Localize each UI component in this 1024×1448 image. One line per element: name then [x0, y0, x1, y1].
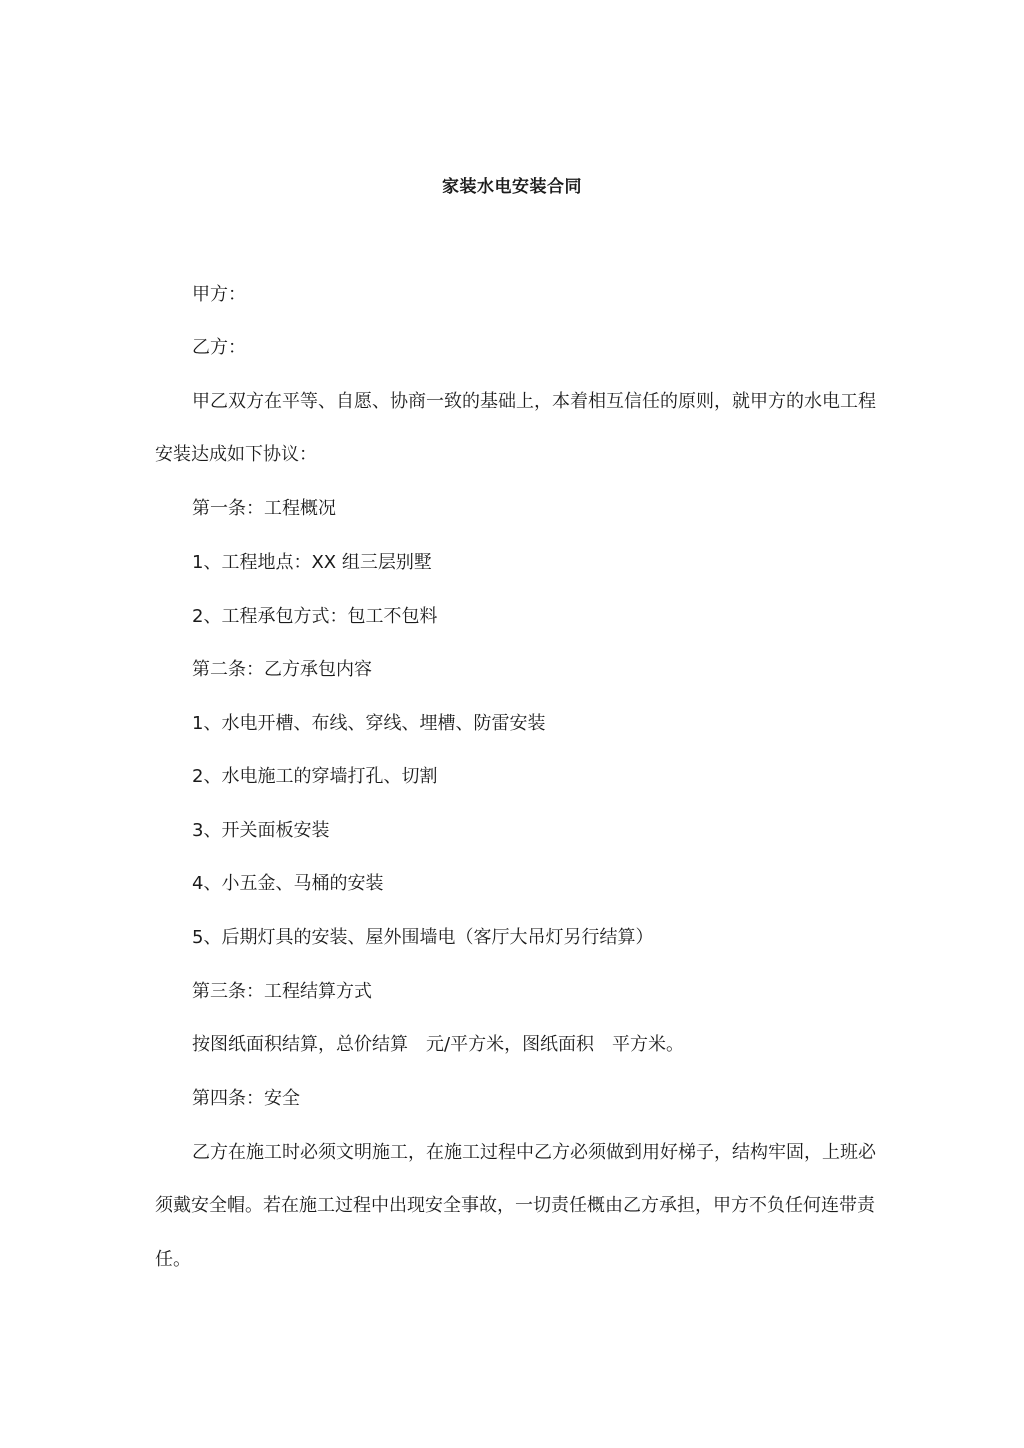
- article-3-heading: 第三条：工程结算方式: [192, 981, 372, 1002]
- article-4-body-line-2: 须戴安全帽。若在施工过程中出现安全事故，一切责任概由乙方承担，甲方不负任何连带责: [155, 1195, 875, 1216]
- party-a-label: 甲方：: [192, 284, 246, 305]
- article-2-item-2: 2、水电施工的穿墙打孔、切割: [192, 766, 438, 787]
- article-4-body-line-3: 任。: [155, 1249, 191, 1270]
- article-2-item-1: 1、水电开槽、布线、穿线、埋槽、防雷安装: [192, 713, 546, 734]
- article-1-item-1: 1、工程地点：XX 组三层别墅: [192, 552, 432, 573]
- article-2-item-4: 4、小五金、马桶的安装: [192, 873, 384, 894]
- preamble-line-1: 甲乙双方在平等、自愿、协商一致的基础上，本着相互信任的原则，就甲方的水电工程: [192, 391, 876, 412]
- article-1-item-2: 2、工程承包方式：包工不包料: [192, 606, 438, 627]
- article-3-body: 按图纸面积结算，总价结算 元/平方米，图纸面积 平方米。: [192, 1034, 685, 1055]
- article-4-heading: 第四条：安全: [192, 1088, 300, 1109]
- article-2-heading: 第二条：乙方承包内容: [192, 659, 372, 680]
- preamble-line-2: 安装达成如下协议：: [155, 444, 317, 465]
- article-2-item-5: 5、后期灯具的安装、屋外围墙电（客厅大吊灯另行结算）: [192, 927, 654, 948]
- party-b-label: 乙方：: [192, 337, 246, 358]
- article-2-item-3: 3、开关面板安装: [192, 820, 330, 841]
- article-4-body-line-1: 乙方在施工时必须文明施工，在施工过程中乙方必须做到用好梯子，结构牢固，上班必: [192, 1142, 876, 1163]
- article-1-heading: 第一条：工程概况: [192, 498, 336, 519]
- document-title: 家装水电安装合同: [442, 177, 582, 197]
